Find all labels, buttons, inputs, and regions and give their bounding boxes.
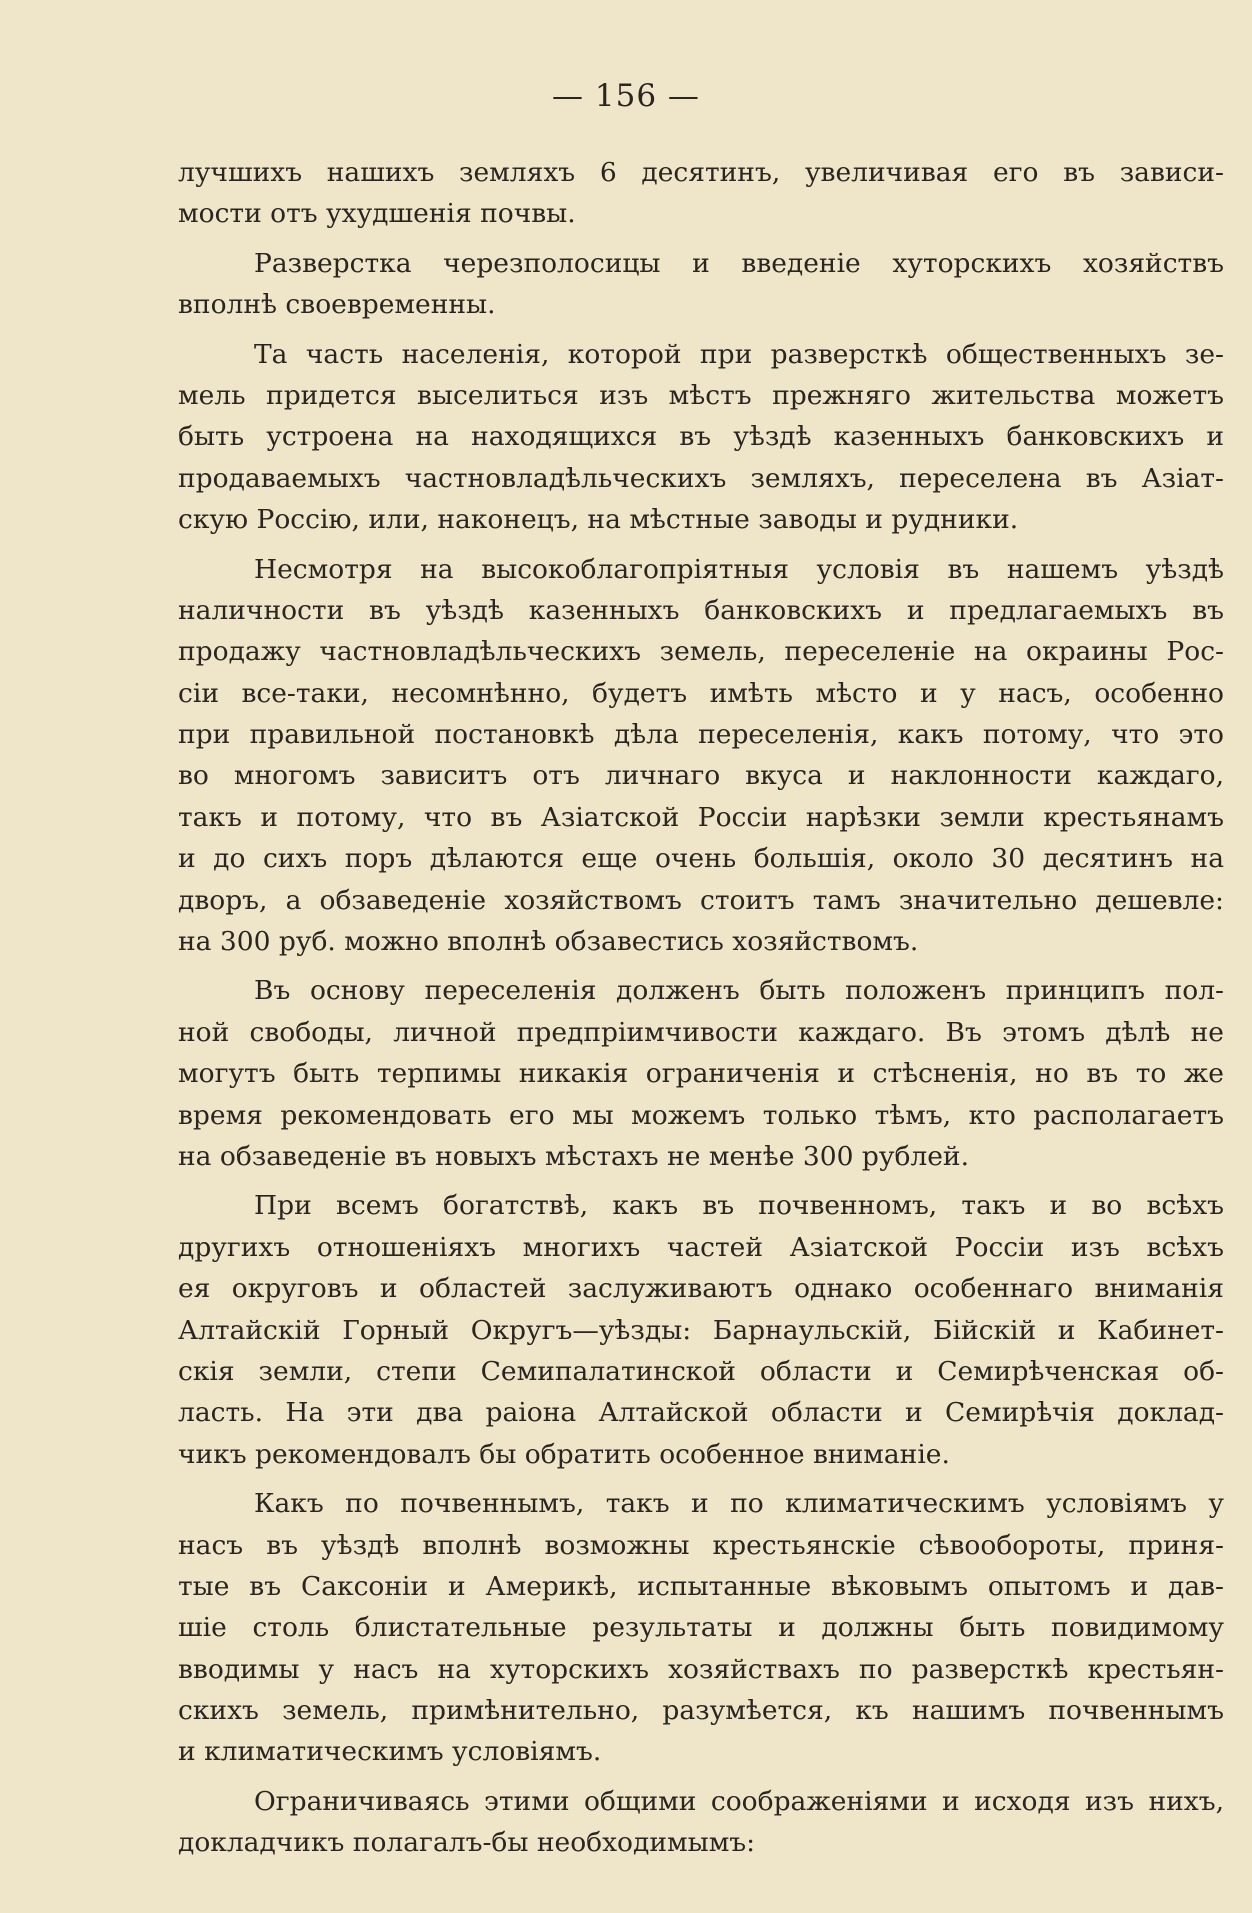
text-line: дворъ, а обзаведеніе хозяйствомъ стоитъ тамъ значительно дешевле: <box>178 884 1224 916</box>
text-line: ной свободы, личной предпріимчивости каждаго. Въ этомъ дѣлѣ не <box>178 1016 1224 1048</box>
paragraph <box>178 334 1224 541</box>
paragraph <box>178 1483 1224 1773</box>
paragraph-gap <box>178 541 1224 549</box>
text-line: наличности въ уѣздѣ казенныхъ банковскихъ и предлагаемыхъ въ <box>178 594 1224 626</box>
text-line: шіе столь блистательные результаты и должны быть повидимому <box>178 1612 1224 1644</box>
text-line: во многомъ зависитъ отъ личнаго вкуса и наклонности каждаго, <box>178 760 1224 792</box>
text-line: такъ и потому, что въ Азіатской Россіи нарѣзки земли крестьянамъ <box>178 801 1224 833</box>
text-line: лучшихъ нашихъ земляхъ 6 десятинъ, увеличивая его въ зависи- <box>178 157 1224 188</box>
text-line: при правильной постановкѣ дѣла переселенія, какъ потому, что это <box>178 719 1224 751</box>
paragraph-gap <box>178 235 1224 243</box>
paragraph-gap <box>178 1177 1224 1185</box>
paragraph-gap <box>178 1773 1224 1781</box>
paragraph-gap <box>178 962 1224 970</box>
text-line: и климатическимъ условіямъ. <box>178 1736 602 1768</box>
text-line: Какъ по почвеннымъ, такъ и по климатическимъ условіямъ у <box>254 1488 1224 1520</box>
text-line: Алтайскій Горный Округъ—уѣзды: Барнаульскій, Бійскій и Кабинет- <box>178 1314 1224 1346</box>
paragraph <box>178 243 1224 326</box>
text-line: вполнѣ своевременны. <box>178 289 496 321</box>
text-line: Несмотря на высокоблагопріятныя условія въ нашемъ уѣздѣ <box>254 553 1224 585</box>
text-line: продаваемыхъ частновладѣльческихъ земляхъ, переселена въ Азіат- <box>178 462 1224 494</box>
text-line: Въ основу переселенія долженъ быть положенъ принципъ пол- <box>254 975 1224 1007</box>
text-line: скихъ земель, примѣнительно, разумѣется, къ нашимъ почвеннымъ <box>178 1695 1224 1727</box>
text-line: вводимы у насъ на хуторскихъ хозяйствахъ по разверсткѣ крестьян- <box>178 1653 1224 1685</box>
text-line: Ограничиваясь этими общими соображеніями и исходя изъ нихъ, <box>254 1785 1224 1817</box>
text-line: сіи все-таки, несомнѣнно, будетъ имѣть мѣсто и у насъ, особенно <box>178 677 1224 709</box>
paragraph-gap <box>178 1475 1224 1483</box>
text-line: Разверстка черезполосицы и введеніе хуторскихъ хозяйствъ <box>254 247 1224 279</box>
text-line: ея округовъ и областей заслуживаютъ однако особеннаго вниманія <box>178 1273 1224 1305</box>
paragraph <box>178 1781 1224 1864</box>
text-line: При всемъ богатствѣ, какъ въ почвенномъ, такъ и во всѣхъ <box>254 1190 1224 1222</box>
text-line: тые въ Саксоніи и Америкѣ, испытанные вѣковымъ опытомъ и дав- <box>178 1570 1224 1602</box>
text-line: другихъ отношеніяхъ многихъ частей Азіатской Россіи изъ всѣхъ <box>178 1231 1224 1263</box>
text-line: на 300 руб. можно вполнѣ обзавестись хозяйствомъ. <box>178 926 919 958</box>
text-line: мель придется выселиться изъ мѣстъ прежняго жительства можетъ <box>178 379 1224 411</box>
text-line: скія земли, степи Семипалатинской области и Семирѣченская об- <box>178 1355 1224 1387</box>
text-line: ласть. На эти два раіона Алтайской области и Семирѣчія доклад- <box>178 1397 1224 1429</box>
text-line: могутъ быть терпимы никакія ограниченія и стѣсненія, но въ то же <box>178 1058 1224 1090</box>
text-line: докладчикъ полагалъ-бы необходимымъ: <box>178 1827 756 1859</box>
text-line: продажу частновладѣльческихъ земель, переселеніе на окраины Рос- <box>178 636 1224 668</box>
text-line: скую Россію, или, наконецъ, на мѣстные заводы и рудники. <box>178 504 1019 536</box>
text-line: быть устроена на находящихся въ уѣздѣ казенныхъ банковскихъ и <box>178 421 1224 453</box>
document-body <box>178 152 1224 1864</box>
paragraph <box>178 549 1224 963</box>
text-line: мости отъ ухудшенія почвы. <box>178 198 576 230</box>
text-line: насъ въ уѣздѣ вполнѣ возможны крестьянскіе сѣвообороты, приня- <box>178 1529 1224 1561</box>
text-line: на обзаведеніе въ новыхъ мѣстахъ не менѣе 300 рублей. <box>178 1140 970 1172</box>
text-line: чикъ рекомендовалъ бы обратить особенное вниманіе. <box>178 1438 950 1470</box>
text-line: время рекомендовать его мы можемъ только тѣмъ, кто располагаетъ <box>178 1099 1224 1131</box>
paragraph <box>178 152 1224 235</box>
paragraph <box>178 1185 1224 1475</box>
text-line: и до сихъ поръ дѣлаются еще очень большія, около 30 десятинъ на <box>178 843 1224 875</box>
paragraph <box>178 970 1224 1177</box>
text-line: Та часть населенія, которой при разверсткѣ общественныхъ зе- <box>254 338 1224 370</box>
paragraph-gap <box>178 326 1224 334</box>
page-number: — 156 — <box>552 78 700 114</box>
